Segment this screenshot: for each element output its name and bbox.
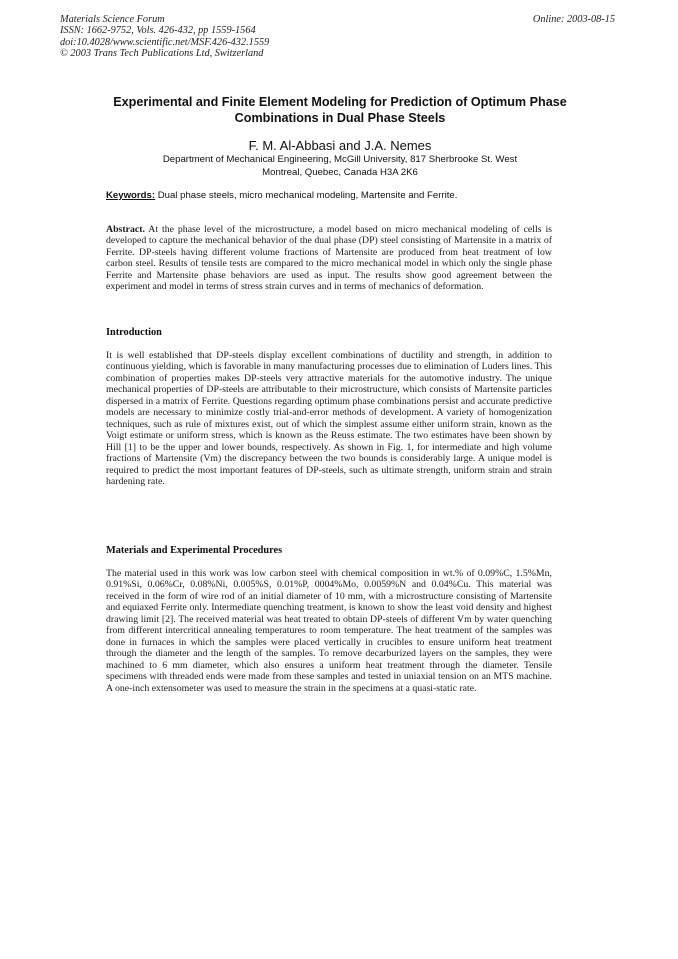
introduction-heading: Introduction [106, 327, 162, 338]
abstract-text: At the phase level of the microstructure, a model based on micro mechanical modeling of cells is developed to capture the mechanical behavior of the dual phase (DP) steel consisting of Martensite in a matrix of Ferrite. DP-steels having different volume fractions of Martensite are produced from heat treatment of low carbon steel. Results of tensile tests are compared to the micro mechanical model in which only the single phase Ferrite and Martensite phase behaviors are used as input. The results show good agreement between the experiment and model in terms of stress strain curves and in terms of mechanics of deformation. [106, 224, 552, 293]
journal-header [60, 14, 269, 60]
authors: F. M. Al-Abbasi and J.A. Nemes [248, 138, 432, 153]
issn-line: ISSN: 1662-9752, Vols. 426-432, pp 1559-1564 [60, 25, 256, 37]
copyright-line: © 2003 Trans Tech Publications Ltd, Switzerland [60, 48, 264, 60]
affiliation [90, 154, 590, 179]
keywords-label: Keywords: [106, 190, 156, 201]
affiliation-line-2: Montreal, Quebec, Canada H3A 2K6 [262, 166, 418, 178]
introduction-text: It is well established that DP-steels display excellent combinations of ductility and strength, in addition to continuous yielding, which is favorable in many manufacturing processes due to elimination of Luders lines. This combination of properties makes DP-steels very attractive materials for the automotive industry. The unique mechanical properties of DP-steels are attributable to their microstructure, which consists of Martensite particles dispersed in a matrix of Ferrite. Questions regarding optimum phase combinations persist and accurate predictive models are necessary to minimize costly trial-and-error methods of development. A variety of homogenization techniques, such as rule of mixtures exist, out of which the simplest assume either uniform strain, known as the Voigt estimate or uniform stress, which is known as the Reuss estimate. The two estimates have been shown by Hill [1] to be the upper and lower bounds, respectively. As shown in Fig. 1, for intermediate and high volume fractions of Martensite (Vm) the discrepancy between the two bounds is considerably large. A unique model is required to predict the most important features of DP-steels, such as ultimate strength, uniform strain and strain hardening rate. [106, 350, 552, 487]
materials-text: The material used in this work was low carbon steel with chemical composition in wt.% of 0.09%C, 1.5%Mn, 0.91%Si, 0.06%Cr, 0.08%Ni, 0.005%S, 0.01%P, 0004%Mo, 0.0059%N and 0.04%Cu. This material was received in the form of wire rod of an initial diameter of 10 mm, with a microstructure consisting of Martensite and equiaxed Ferrite only. Intermediate quenching treatment, is known to show the least void density and highest drawing limit [2]. The received material was heat treated to obtain DP-steels of different Vm by water quenching from different intercritical annealing temperatures to room temperature. The heat treatment of the samples was done in furnaces in which the samples were placed vertically in crucibles to ensure uniform heat treatment through the diameter and the length of the samples. To remove decarburized layers on the samples, they were machined to 6 mm diameter, which also ensures a uniform heat treatment through the diameter. Tensile specimens with threaded ends were made from these samples and tested in uniaxial tension on an MTS machine. A one-inch extensometer was used to measure the strain in the specimens at a quasi-static rate. [106, 568, 552, 694]
materials-heading: Materials and Experimental Procedures [106, 545, 283, 556]
keywords [106, 190, 586, 202]
doi-link[interactable]: doi:10.4028/www.scientific.net/MSF.426-432.1559 [60, 36, 270, 48]
keywords-text: Dual phase steels, micro mechanical modeling, Martensite and Ferrite. [155, 190, 458, 201]
abstract-label: Abstract. [106, 224, 145, 235]
journal-name: Materials Science Forum [60, 14, 165, 25]
paper-title: Experimental and Finite Element Modeling for Prediction of Optimum Phase Combinations in Dual Phase Steels [113, 95, 567, 125]
online-date: Online: 2003-08-15 [532, 14, 615, 25]
affiliation-line-1: Department of Mechanical Engineering, McGill University, 817 Sherbrooke St. West [162, 154, 518, 165]
abstract [106, 224, 552, 293]
